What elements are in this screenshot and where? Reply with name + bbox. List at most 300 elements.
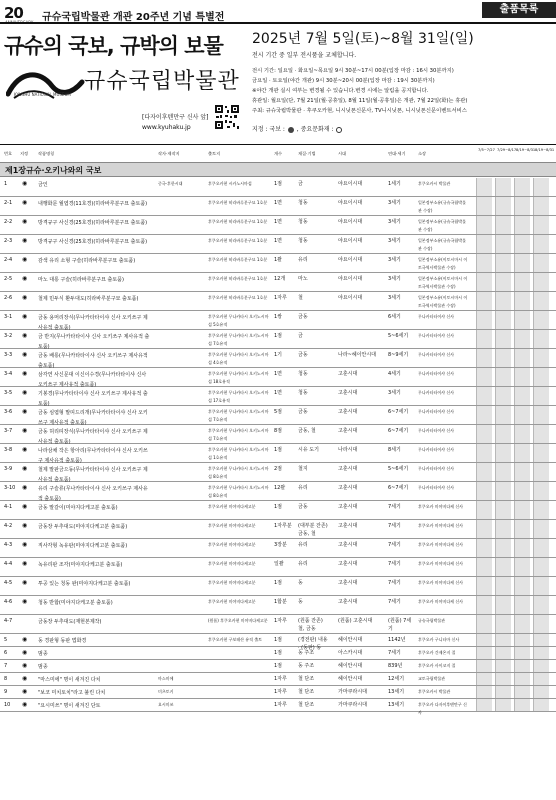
table-row: [0, 482, 556, 501]
cell-owner: 후쿠오카현 미야지다케고분: [208, 542, 256, 547]
display-period-cell: [495, 425, 511, 443]
cell-date: 6~7세기: [388, 485, 409, 491]
cell-era: 고훈시대: [338, 409, 358, 415]
display-period-cell: [476, 311, 492, 329]
cell-no: 3-7: [4, 428, 13, 434]
cell-owner: 후쿠오카현 히라바루분구묘 1호분: [208, 295, 268, 300]
display-period-cell: [495, 539, 511, 557]
cell-count: 1면: [274, 371, 283, 377]
cell-no: 2-1: [4, 200, 13, 206]
table-row: [0, 349, 556, 368]
cell-date: 7세기: [388, 561, 401, 567]
cell-name: 동 경판형 동판 법화경: [38, 638, 87, 644]
table-row: [0, 311, 556, 330]
display-period-cell: [514, 673, 530, 685]
display-period-cell: [476, 425, 492, 443]
cell-loc: 일본정부소유(규슈국립박물관 수장): [418, 200, 466, 213]
page-title: 규슈의 국보, 규박의 보물: [4, 34, 223, 58]
cell-mark: ◉: [22, 199, 28, 206]
cell-loc: 일본정부소유(규슈국립박물관 수장): [418, 219, 466, 232]
cell-name: 감색 유리 소형 구슬(히라바루분구묘 출토품): [38, 258, 136, 264]
cell-material: 철 단조: [298, 676, 315, 682]
cell-count: 5점: [274, 409, 283, 415]
display-period-cell: [533, 330, 549, 348]
cell-mark: ◉: [22, 675, 28, 682]
cell-mark: ◉: [22, 465, 28, 472]
cell-material: 마노: [298, 276, 308, 282]
display-period-cell: [514, 577, 530, 595]
anniversary-number: 20: [4, 4, 23, 22]
cell-date: 3세기: [388, 257, 401, 263]
display-period-cell: [514, 254, 530, 272]
display-period-cell: [533, 647, 549, 659]
cell-count: 1면: [274, 219, 283, 225]
display-period-cell: [514, 368, 530, 386]
display-period-cell: [495, 615, 511, 633]
anniversary-label: ANNIVERSARY: [5, 20, 34, 25]
display-period-cell: [533, 273, 549, 291]
cell-count: 1면: [274, 200, 283, 206]
display-period-cell: [533, 615, 549, 633]
cell-count: 1점: [274, 663, 283, 669]
display-period-cell: [514, 178, 530, 196]
qr-code-icon[interactable]: [214, 104, 240, 130]
cell-name: 금인: [38, 182, 48, 188]
display-period-cell: [495, 254, 511, 272]
display-period-cell: [514, 686, 530, 698]
display-period-cell: [495, 686, 511, 698]
cell-date: 7세기: [388, 599, 401, 605]
cell-material: 청동: [298, 219, 308, 225]
cell-count: 1점: [274, 650, 283, 656]
cell-date: 7세기: [388, 504, 401, 510]
cell-owner: 후쿠오카현 미야지다케고분: [208, 523, 256, 528]
cell-name: 마노 대롱 구슬(히라바루분구묘 출토품): [38, 277, 124, 283]
section-header: [0, 162, 556, 177]
cell-mark: ◉: [22, 294, 28, 301]
exhibition-subtitle: 규슈국립박물관 개관 20주년 기념 특별전: [42, 12, 225, 23]
cell-era: 고훈시대: [338, 485, 358, 491]
cell-material: 금동: [298, 314, 308, 320]
cell-loc: 후쿠오카시 박물관: [418, 181, 451, 186]
important-property-icon: [336, 127, 342, 133]
cell-count: 1자루: [274, 618, 287, 624]
cell-date: 4세기: [388, 371, 401, 377]
table-row: [0, 178, 556, 197]
cell-era: 고훈시대: [338, 390, 358, 396]
cell-no: 4-4: [4, 561, 13, 567]
table-row: [0, 406, 556, 425]
display-period-cell: [514, 660, 530, 672]
display-period-cell: [533, 406, 549, 424]
cell-name: 금동 허리띠장식(무나카타타이샤 신사 오키쓰구 제사유적 출토품): [38, 429, 148, 445]
cell-material: 철 단조: [298, 702, 315, 708]
display-period-cell: [514, 647, 530, 659]
cell-date: 3세기: [388, 200, 401, 206]
col-header-count: 개수: [274, 151, 283, 156]
cell-loc: 후쿠오카 미야지다케 신사: [418, 580, 464, 585]
cell-loc: 후쿠오카 사이코지 절: [418, 663, 456, 668]
table-row: [0, 539, 556, 558]
cell-count: 일괄: [274, 561, 284, 567]
cell-mark: ◉: [22, 237, 28, 244]
cell-era: 나라~헤이안시대: [338, 352, 377, 358]
national-treasure-icon: [288, 127, 294, 133]
cell-no: 10: [4, 702, 11, 708]
table-row: [0, 463, 556, 482]
cell-name: 철제 말판금으동(무나카타타이샤 신사 오키쓰구 제사유적 출토품): [38, 467, 148, 483]
display-period-cell: [533, 216, 549, 234]
cell-date: 7세기: [388, 542, 401, 548]
display-period-cell: [495, 368, 511, 386]
cell-mark: ◉: [22, 427, 28, 434]
display-period-cell: [514, 273, 530, 291]
cell-mark: ◉: [22, 662, 28, 669]
cell-date: 6세기: [388, 314, 401, 320]
display-period-cell: [476, 634, 492, 646]
table-row: [0, 634, 556, 651]
cell-name: "마스미에" 명이 새겨진 다치: [38, 677, 101, 683]
display-period-cell: [533, 425, 549, 443]
dates-note: 전시 기간 중 일부 전시품을 교체합니다.: [252, 52, 357, 59]
cell-material: 철지: [298, 466, 308, 472]
cell-loc: 일본정부소유(이토시마시 이토국역사박물관 수장): [418, 295, 468, 308]
display-period-cell: [495, 647, 511, 659]
cell-count: 1점: [274, 447, 283, 453]
display-period-cell: [514, 216, 530, 234]
display-period-cell: [495, 577, 511, 595]
cell-material: (대부분 잔존)금동, 철: [298, 523, 328, 537]
table-header: [0, 146, 556, 162]
cell-name: "보코 미치토치"라고 불린 다치: [38, 690, 106, 696]
cell-date: 12세기: [388, 676, 405, 682]
display-period-cell: [495, 292, 511, 310]
info-line: 휴관일: 월요일(단, 7월 21일(월·공휴일), 8월 11일(월·공휴일)은 개관, 7월 22일(화)는 휴관): [252, 98, 468, 104]
display-period-cell: [514, 387, 530, 405]
cell-mark: ◉: [22, 351, 28, 358]
cell-mark: ◉: [22, 636, 28, 643]
cell-loc: 일본정부소유(이토시마시 이토국역사박물관 수장): [418, 276, 468, 289]
cell-mark: ◉: [22, 256, 28, 263]
table-row: [0, 444, 556, 463]
display-period-cell: [476, 197, 492, 215]
cell-count: 1면: [274, 390, 283, 396]
cell-owner: 후쿠오카현 미야지다케고분: [208, 504, 256, 509]
cell-name: 금동 배롱(무나카타타이샤 신사 오키쓰구 제사유적 출토품): [38, 353, 148, 369]
cell-owner: 후쿠오카현 무나카타시 오키노시마섬 8호유적: [208, 466, 269, 479]
display-period-cell: [476, 216, 492, 234]
display-period-cell: [514, 349, 530, 367]
cell-name: 내행화문 월엽경(11호경)(히라바루분구묘 출토품): [38, 201, 148, 207]
display-period-cell: [533, 686, 549, 698]
cell-name: 녹유리판 조각(미야지다케고분 출토품): [38, 562, 123, 568]
cell-name: 금동 심엽형 말띠드리개(무나카타타이샤 신사 오키쓰구 제사유적 출토품): [38, 410, 148, 426]
cell-loc: 무나카타타이샤 신사: [418, 352, 455, 357]
cell-material: 유리: [298, 485, 308, 491]
header-divider: [0, 22, 556, 24]
cell-era: 가마쿠라시대: [338, 689, 367, 695]
table-top-rule: [0, 144, 556, 145]
display-period-cell: [533, 501, 549, 519]
display-period-cell: [533, 311, 549, 329]
cell-no: 2-2: [4, 219, 13, 225]
cell-name: "요시미쓰" 명이 새겨진 단토: [38, 703, 101, 709]
cell-name: 금동장 두추대도(재현본제작): [38, 619, 102, 625]
cell-count: 1자루: [274, 676, 287, 682]
cell-era: 고훈시대: [338, 504, 358, 510]
cell-count: 12괄: [274, 485, 286, 491]
display-period-cell: [495, 558, 511, 576]
cell-material: (경전판) 내용 · (동판) 동: [298, 637, 328, 651]
cell-loc: 무나카타타이샤 신사: [418, 409, 455, 414]
table-row: [0, 216, 556, 235]
display-period-cell: [533, 463, 549, 481]
display-period-cell: [476, 273, 492, 291]
cell-place: 마스미에: [158, 676, 174, 681]
display-period-cell: [495, 501, 511, 519]
table-row: [0, 596, 556, 615]
table-row: [0, 387, 556, 406]
cell-owner: 후쿠오카현 히라바루분구묘 1호분: [208, 200, 268, 205]
display-period-cell: [495, 406, 511, 424]
cell-loc: 후쿠오카 미야지다케 신사: [418, 504, 464, 509]
display-period-cell: [476, 686, 492, 698]
cell-count: 3장분: [274, 542, 287, 548]
cell-count: 1점: [274, 637, 283, 643]
cell-era: 야요이시대: [338, 181, 363, 187]
display-period-cell: [533, 577, 549, 595]
cell-name: 유리 구슬류(무나카타타이샤 신사 오키쓰구 제사유적 출토품): [38, 486, 148, 502]
cell-name: 직사각형 녹유판(미야지다케고분 출토품): [38, 543, 128, 549]
display-period-cell: [476, 463, 492, 481]
cell-date: 5~6세기: [388, 466, 409, 472]
table-row: [0, 292, 556, 311]
cell-date: 13세기: [388, 689, 405, 695]
cell-mark: ◉: [22, 503, 28, 510]
col-header-designation: 지정: [20, 151, 29, 156]
info-line: ※야간 개관 실시 여부는 변경될 수 있습니다.변경 시에는 알림을 공지합니다.: [252, 88, 429, 94]
cell-date: (원품) 7세기: [388, 618, 412, 632]
cell-loc: 후쿠오카 구니타마 신사: [418, 637, 460, 642]
display-period-cell: [495, 197, 511, 215]
cell-date: 8세기: [388, 447, 401, 453]
cell-no: 4-1: [4, 504, 13, 510]
cell-date: 8~9세기: [388, 352, 409, 358]
col-header-century: 연대·세기: [388, 151, 406, 156]
cell-loc: 후쿠오카 미야지다케 신사: [418, 542, 464, 547]
display-period-cell: [495, 596, 511, 614]
cell-count: 1괄: [274, 257, 283, 263]
table-row: [0, 425, 556, 444]
display-period-cell: [514, 197, 530, 215]
col-header-no: 번호: [4, 151, 13, 156]
display-period-cell: [533, 444, 549, 462]
cell-loc: 무나카타타이샤 신사: [418, 314, 455, 319]
cell-era: 야요이시대: [338, 295, 363, 301]
display-period-cell: [533, 368, 549, 386]
display-period-cell: [514, 520, 530, 538]
table-row: [0, 699, 556, 715]
cell-mark: ◉: [22, 484, 28, 491]
display-period-cell: [495, 235, 511, 253]
display-period-cell: [533, 387, 549, 405]
display-period-cell: [495, 699, 511, 711]
cell-no: 3-4: [4, 371, 13, 377]
display-period-cell: [514, 463, 530, 481]
cell-loc: 규슈국립박물관: [418, 618, 446, 623]
cell-material: 동 주조: [298, 663, 315, 669]
cell-material: 동: [298, 599, 303, 605]
cell-material: 금동: [298, 504, 308, 510]
legend-prefix: 지정 : 국보 :: [252, 126, 285, 133]
col-header-material: 재질·기법: [298, 151, 316, 156]
cell-loc: 일본정부소유(이토시마시 이토국역사박물관 수장): [418, 257, 468, 270]
cell-owner: 후쿠오카현 시카노시마섬: [208, 181, 252, 186]
cell-count: 1자루분: [274, 523, 292, 529]
cell-loc: 무나카타타이샤 신사: [418, 333, 455, 338]
cell-no: 9: [4, 689, 8, 695]
cell-loc: 후쿠오카 미야지다케 신사: [418, 599, 464, 604]
period-header-2: 7/29~8/17: [497, 148, 517, 152]
section-title: 규슈·오키나와의 국보: [26, 166, 102, 175]
website-link[interactable]: www.kyuhaku.jp: [142, 124, 191, 131]
cell-era: (원품) 고훈시대: [338, 618, 373, 624]
display-period-cell: [533, 673, 549, 685]
cell-mark: ◉: [22, 313, 28, 320]
cell-count: 1점: [274, 504, 283, 510]
cell-era: 헤이안시대: [338, 676, 363, 682]
table-row: [0, 660, 556, 673]
cell-era: 고훈시대: [338, 523, 358, 529]
cell-mark: ◉: [22, 180, 28, 187]
cell-no: 2-6: [4, 295, 13, 301]
display-period-cell: [514, 292, 530, 310]
display-period-cell: [476, 406, 492, 424]
display-period-cell: [476, 699, 492, 711]
display-period-cell: [476, 558, 492, 576]
display-period-cell: [514, 406, 530, 424]
cell-loc: 무나카타타이샤 신사: [418, 428, 455, 433]
table-row: [0, 501, 556, 520]
display-period-cell: [533, 634, 549, 646]
cell-date: 3세기: [388, 295, 401, 301]
display-period-cell: [533, 235, 549, 253]
period-header-4: 8/19~8/31: [535, 148, 555, 152]
cell-date: 1142년: [388, 637, 406, 643]
cell-mark: ◉: [22, 649, 28, 656]
display-period-cell: [514, 539, 530, 557]
cell-no: 3-6: [4, 409, 13, 415]
display-period-cell: [533, 539, 549, 557]
cell-loc: 일본정부소유(규슈국립박물관 수장): [418, 238, 466, 251]
cell-no: 4-5: [4, 580, 13, 586]
cell-era: 고훈시대: [338, 599, 358, 605]
cell-era: 헤이안시대: [338, 637, 363, 643]
cell-owner: 후쿠오카현 히라바루분구묘 1호분: [208, 219, 268, 224]
cell-material: 청동: [298, 390, 308, 396]
display-period-cell: [476, 673, 492, 685]
display-period-cell: [533, 482, 549, 500]
cell-mark: ◉: [22, 598, 28, 605]
cell-material: 시유 도기: [298, 447, 319, 453]
cell-owner: 후쿠오카현 무나카타시 오키노시마섬 7호유적: [208, 409, 269, 422]
cell-place: 요시미쓰: [158, 702, 174, 707]
table-row: [0, 686, 556, 699]
cell-mark: ◉: [22, 688, 28, 695]
cell-era: 야요이시대: [338, 200, 363, 206]
display-period-cell: [514, 444, 530, 462]
cell-name: 방격규구 사신경(25호경)(히라바루분구묘 출토품): [38, 220, 148, 226]
display-period-cell: [514, 596, 530, 614]
display-period-cell: [476, 520, 492, 538]
display-period-cell: [495, 482, 511, 500]
display-period-cell: [533, 178, 549, 196]
display-period-cell: [514, 330, 530, 348]
display-period-cell: [514, 425, 530, 443]
cell-material: 청동: [298, 238, 308, 244]
cell-mark: ◉: [22, 701, 28, 708]
display-period-cell: [476, 660, 492, 672]
display-period-cell: [495, 520, 511, 538]
cell-mark: ◉: [22, 332, 28, 339]
cell-mark: ◉: [22, 446, 28, 453]
cell-loc: 무나카타타이샤 신사: [418, 447, 455, 452]
display-period-cell: [533, 558, 549, 576]
cell-count: 1자루: [274, 295, 287, 301]
col-header-name: 작품명칭: [38, 151, 55, 156]
table-row: [0, 647, 556, 660]
display-period-cell: [533, 699, 549, 711]
col-header-maker: 작자·제작지: [158, 151, 180, 156]
cell-count: 12개: [274, 276, 286, 282]
display-period-cell: [495, 660, 511, 672]
cell-no: 4-2: [4, 523, 13, 529]
display-period-cell: [514, 558, 530, 576]
display-period-cell: [533, 349, 549, 367]
display-period-cell: [533, 596, 549, 614]
cell-no: 1: [4, 181, 8, 187]
cell-no: 3-8: [4, 447, 13, 453]
cell-loc: 후쿠오카시 박물관: [418, 689, 451, 694]
cell-owner: 후쿠오카현 미야지다케고분: [208, 580, 256, 585]
cell-owner: 후쿠오카현 무나카타시 오키노시마섬 17호유적: [208, 390, 269, 403]
cell-count: 1면: [274, 238, 283, 244]
cell-name: 철제 민두식 환두대도(히라바루분구묘 출토품): [38, 296, 139, 302]
display-period-cell: [476, 178, 492, 196]
cell-mark: ◉: [22, 275, 28, 282]
display-period-cell: [533, 520, 549, 538]
cell-count: 1점: [274, 580, 283, 586]
cell-owner: 후쿠오카현 히라바루분구묘 1호분: [208, 276, 268, 281]
catalog-tab: 출품목록: [482, 2, 556, 18]
cell-loc: 교토국립박물관: [418, 676, 446, 681]
cell-loc: 후쿠오카 미야지다케 신사: [418, 561, 464, 566]
table-row: [0, 197, 556, 216]
cell-date: 13세기: [388, 702, 405, 708]
display-period-cell: [495, 444, 511, 462]
cell-material: 철 단조: [298, 689, 315, 695]
table-row: [0, 368, 556, 387]
info-line: 주최: 규슈국립박물관 · 후쿠오카현, 니시닛폰신문사, TV니시닛폰, 니시닛폰신문이벤트서비스: [252, 108, 467, 114]
period-header-1: 7/5~7/27: [478, 148, 495, 152]
cell-material: 유리: [298, 542, 308, 548]
cell-era: 야요이시대: [338, 238, 363, 244]
cell-count: 1점: [274, 333, 283, 339]
legend-mid: , 중요문화재 :: [296, 126, 334, 133]
table-row: [0, 254, 556, 273]
cell-no: 2-3: [4, 238, 13, 244]
cell-owner: 후쿠오카현 무나카타시 오키노시마섬 4호유적: [208, 352, 269, 365]
